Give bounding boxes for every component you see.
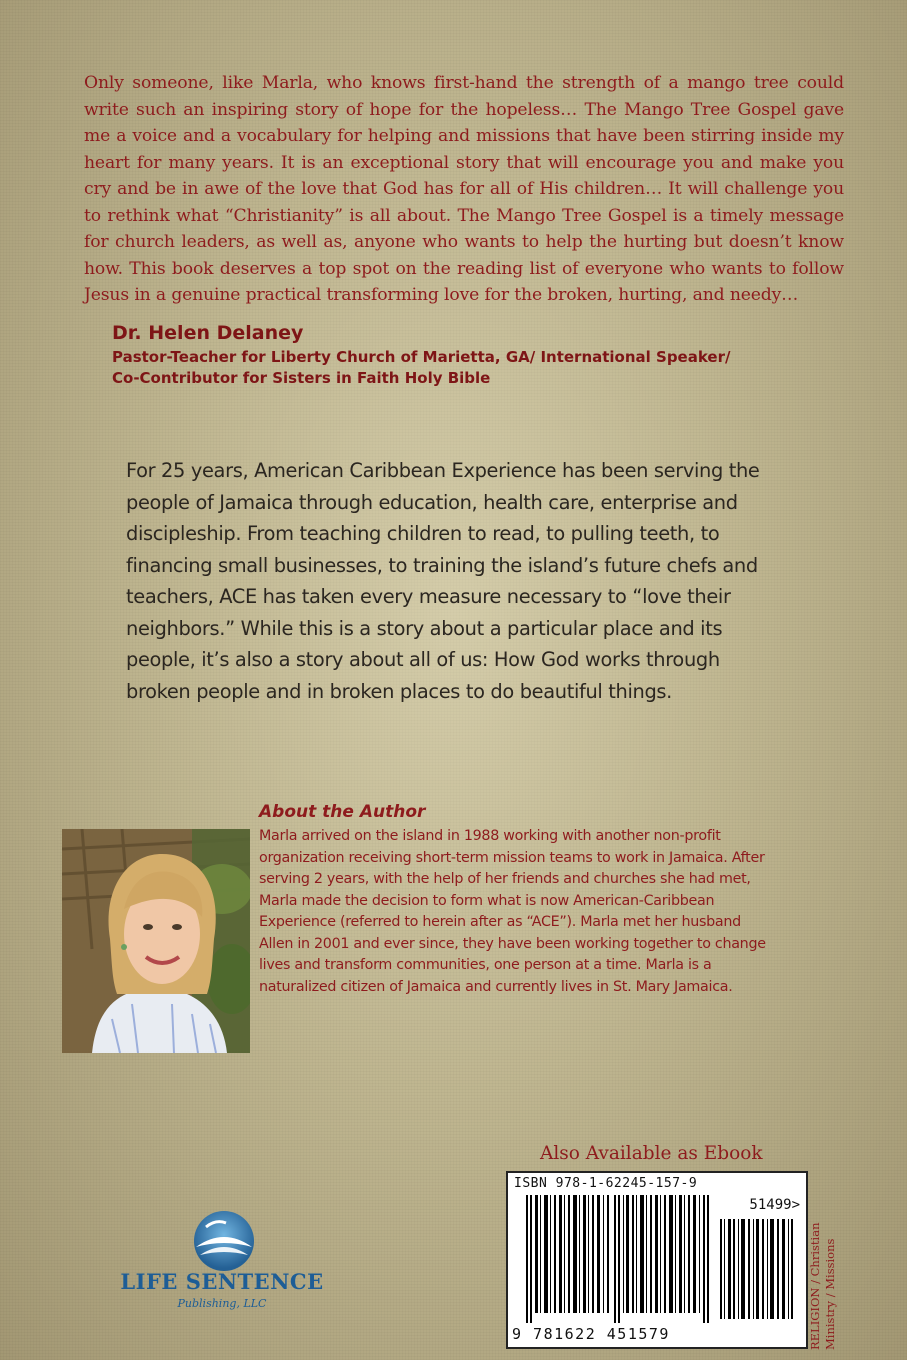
isbn-digits: 9 781622 451579 <box>512 1325 670 1343</box>
endorser-title <box>112 347 852 389</box>
about-author-heading: About the Author <box>259 802 426 822</box>
price-code: 51499> <box>749 1197 800 1213</box>
bisac-line1: RELIGION / Christian <box>808 1222 822 1350</box>
book-blurb: For 25 years, American Caribbean Experience has been serving the people of Jamaica through education, health care, enterprise and discipleship. From teaching children to read, to pulling teeth, to financing small businesses, to training the island’s future chefs and teachers, ACE has taken every measure necessary to “love their neighbors.” While this is a story about a particular place and its people, it’s also a story about all of us: How God works through broken people and in broken places to do beautiful things. <box>126 459 760 703</box>
barcode-bars <box>526 1195 712 1323</box>
endorser-title-line2: Co-Contributor for Sisters in Faith Holy Bible <box>112 369 491 387</box>
isbn-barcode <box>506 1171 808 1349</box>
endorser-title-line1: Pastor-Teacher for Liberty Church of Marietta, GA/ International Speaker/ <box>112 348 731 366</box>
endorser-name: Dr. Helen Delaney <box>112 322 304 344</box>
author-photo <box>62 829 250 1053</box>
endorsement-quote: Only someone, like Marla, who knows first-hand the strength of a mango tree could write such an inspiring story of hope for the hopeless… The Mango Tree Gospel gave me a voice and a vocabulary for helping and missions that have been stirring inside my heart for many years. It is an exceptional story that will encourage you and make you cry and be in awe of the love that God has for all of His children… It will challenge you to rethink what “Christianity” is all about. The Mango Tree Gospel is a timely message for church leaders, as well as, anyone who wants to help the hurting but doesn’t know how. This book deserves a top spot on the reading list of everyone who wants to follow Jesus in a genuine practical transforming love for the broken, hurting, and needy… <box>84 73 844 305</box>
publisher-subtitle: Publishing, LLC <box>177 1297 267 1310</box>
isbn-label: ISBN 978-1-62245-157-9 <box>514 1176 698 1191</box>
price-barcode-bars <box>720 1219 796 1319</box>
about-author-text: Marla arrived on the island in 1988 working with another non-profit organization receiving short-term mission teams to work in Jamaica. After serving 2 years, with the help of her friends and churches she had met, Marla made the decision to form what is now American-Caribbean Experience (referred to herein after as “ACE”). Marla met her husband Allen in 2001 and ever since, they have been working together to change lives and transform communities, one person at a time. Marla is a naturalized citizen of Jamaica and currently lives in St. Mary Jamaica. <box>259 828 766 995</box>
bisac-line2: Ministry / Missions <box>823 1238 837 1350</box>
publisher-name: LIFE SENTENCE <box>120 1269 324 1294</box>
bisac-category <box>808 1190 848 1350</box>
ebook-availability-note: Also Available as Ebook <box>540 1143 763 1164</box>
